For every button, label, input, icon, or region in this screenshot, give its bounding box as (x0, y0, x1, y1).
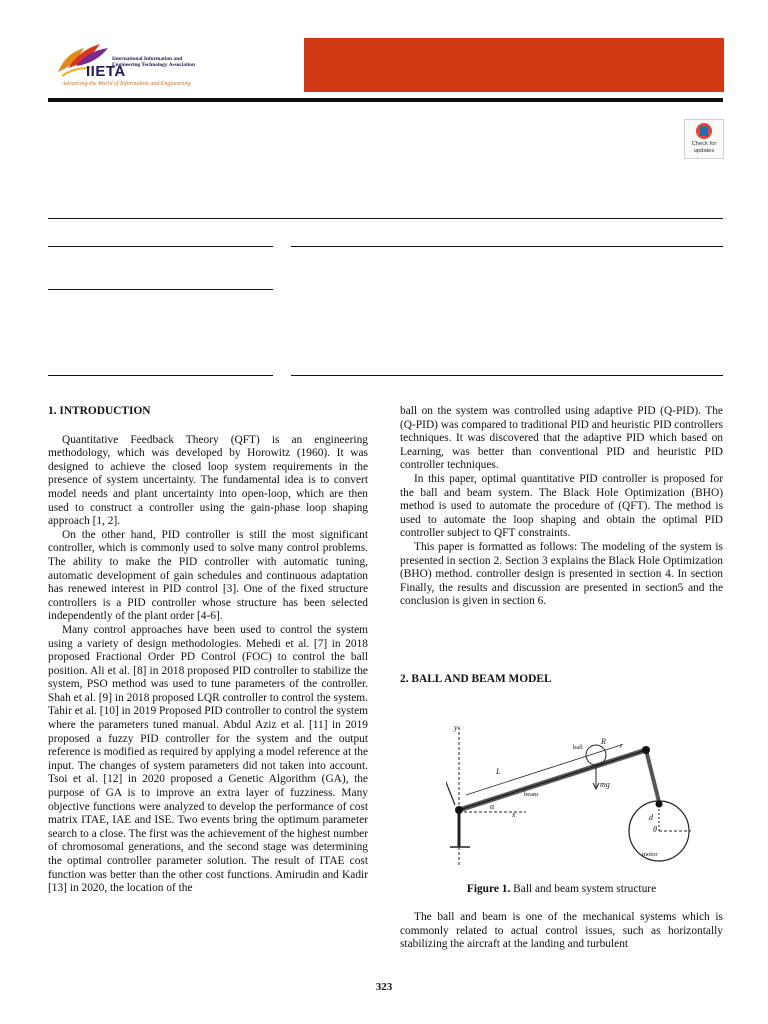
right-paragraph-1: ball on the system was controlled using adaptive PID (Q-PID). The (Q-PID) was compared to traditional PID and heuristic PID controllers techniques. It was discovered that the adaptive PID which based on Learning, was better than conventional PID and heuristic PID controller techniques. (400, 405, 723, 472)
logo-org-name (112, 56, 242, 69)
intro-paragraph-3: Many control approaches have been used to control the system using a variety of design methodologies. Mehedi et al. [7] in 2018 proposed Fractional Order PD Control (FOC) to control the ball position. Ali et al. [8] in 2018 proposed PID controller to stabilize the system, PSO method was used to tune parameters of the controller. Shah et al. [9] in 2018 proposed LQR controller to control the system. Tahir et al. [10] in 2019 Proposed PID controller to control the system where the parameters tuned manual. Abdul Aziz et al. [11] in 2019 proposed a fuzzy PID controller for the system and the output reference is modified as required by applying a model reference at the input. The changes of system parameters did not taken into account. Tsoi et al. [12] in 2020 proposed a Genetic Algorithm (GA), the purpose of GA is to improve an extra layer of fuzziness. Many objective functions were analyzed to develop the performance of cost matrix ITAE, IAE and ISE. Two events bring the optimum parameter search to a close. The first was the achievement of the highest number of chromosomal generations, and the second stage was determining the optimal controller parameter solution. The result of ITAE cost function was better than the other cost functions. Amirudin and Kadir [13] in 2020, the location of the (48, 623, 368, 895)
lever-arm (646, 750, 659, 802)
motor-joint (656, 801, 663, 808)
right-paragraph-2: In this paper, optimal quantitative PID controller is proposed for the ball and beam system. The Black Hole Optimization (BHO) method is used to automate the procedure of (QFT). The method is used to automate the loop shaping and obtain the optimal PID controller subject to QFT constraints. (400, 472, 723, 540)
crossmark-line2: updates (693, 147, 715, 154)
crossmark-bookmark-icon (700, 126, 708, 136)
rule-title (48, 218, 723, 219)
page-number: 323 (375, 981, 393, 993)
logo-tagline: Advancing the World of Information and Engineering (62, 81, 191, 87)
rule-info-left-bottom (48, 375, 273, 376)
label-y: y (454, 723, 458, 732)
rule-info-left-top (48, 246, 273, 247)
right-column-bottom (400, 911, 723, 952)
right-paragraph-3: This paper is formatted as follows: The modeling of the system is presented in section 2. Section 3 explains the Black Hole Optimization (BHO) method. controller design is presented in section 4. In section Finally, the results and discussion are presented in section5 and the conclusion is given in section 6. (400, 540, 723, 608)
label-ball: ball (573, 744, 583, 751)
beam-end-joint (642, 746, 650, 754)
label-motor: motor (642, 851, 658, 858)
label-d: d (649, 813, 653, 822)
left-column (48, 405, 368, 896)
logo-name-line2: Engineering Technology Association (112, 62, 195, 69)
label-theta: θ (653, 825, 657, 834)
pivot-joint (455, 806, 463, 814)
crossmark-label (685, 141, 723, 155)
label-R: R (601, 737, 606, 746)
label-alpha: α (490, 802, 495, 811)
label-r: r (620, 741, 624, 750)
label-beam: beam (524, 791, 539, 798)
logo-name-line1: International Information and (112, 56, 183, 62)
journal-header-band (304, 38, 724, 92)
right-column (400, 405, 723, 609)
model-paragraph-1: The ball and beam is one of the mechanical systems which is commonly related to actual control issues, such as horizontally stabilizing the aircraft at the landing and turbulent (400, 911, 723, 951)
length-dim-line (466, 745, 621, 795)
crossmark-badge[interactable] (684, 119, 724, 159)
rule-abstract-top (291, 246, 723, 247)
figure-caption (400, 883, 723, 895)
intro-paragraph-1: Quantitative Feedback Theory (QFT) is an engineering methodology, which was developed by Horowitz (1960). It was designed to achieve the closed loop system requirements in the presence of system uncertainty. The fundamental idea is to convert model needs and plant uncertainty into open-loop, which are then used to construct a controller using the gain-phase loop shaping approach [1, 2]. (48, 433, 368, 528)
intro-paragraph-2: On the other hand, PID controller is still the most significant controller, which is commonly used to solve many control problems. The ability to make the PID controller with automatic tuning, automatic development of gain schedules and continuous adaptation has renewed interest in PID control [3]. One of the fixed structure controllers is a PID controller whose structure has been selected independently of the plant order [4-6]. (48, 528, 368, 623)
rule-info-left-mid (48, 289, 273, 290)
beam-edge (459, 750, 646, 810)
label-L: L (496, 767, 501, 776)
section-heading-introduction: 1. INTRODUCTION (48, 405, 151, 417)
rule-abstract-bottom (291, 375, 723, 376)
header-rule (48, 98, 723, 102)
crossmark-line1: Check for (691, 141, 717, 147)
section-heading-model: 2. BALL AND BEAM MODEL (400, 673, 552, 685)
left-lever (446, 767, 455, 805)
label-x: x (512, 810, 516, 819)
logo-acronym: IIETA (86, 63, 126, 80)
label-mg: mg (600, 780, 610, 789)
ball-beam-figure (446, 717, 696, 872)
figure-caption-text: Ball and beam system structure (510, 883, 657, 895)
figure-caption-label: Figure 1. (466, 883, 511, 895)
